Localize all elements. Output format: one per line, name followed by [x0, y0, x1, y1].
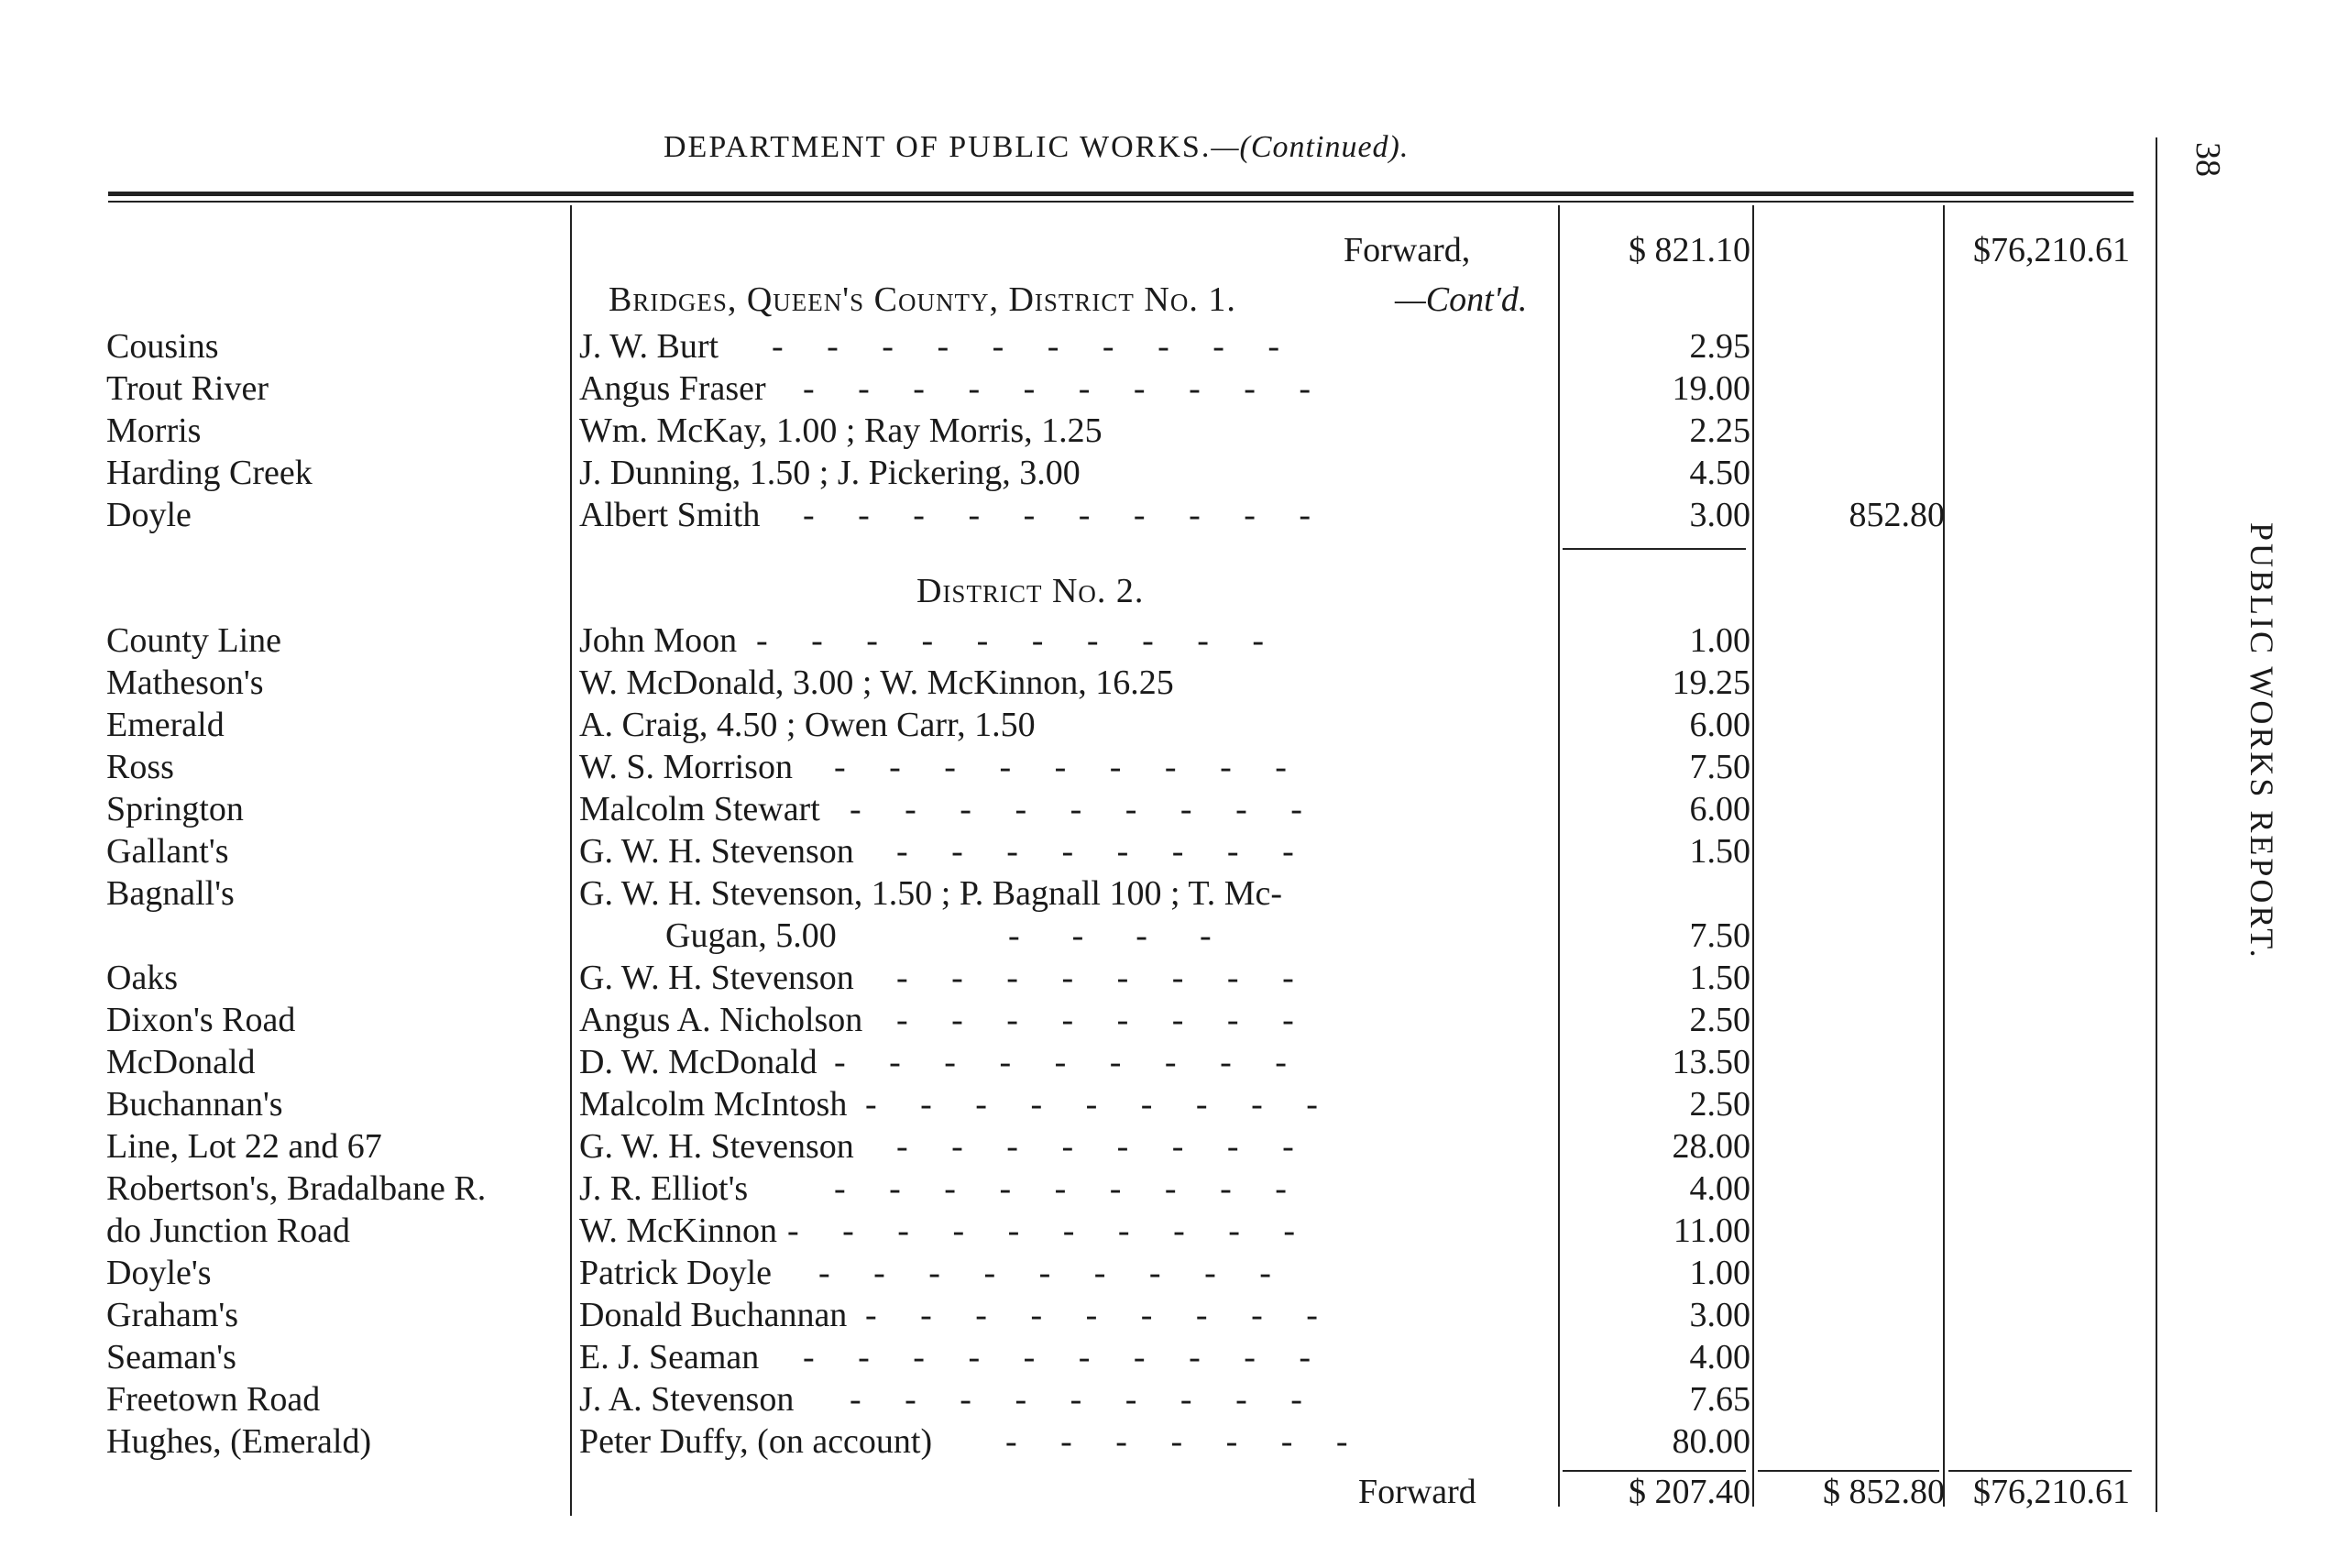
header-title: DEPARTMENT OF PUBLIC WORKS. [664, 130, 1212, 164]
bridge-name: Dixon's Road [106, 1001, 296, 1039]
header-rule-thick [108, 192, 2134, 196]
leader-dashes: - - - - - - - - - [850, 1380, 1302, 1419]
payee: Albert Smith [579, 496, 761, 534]
bridge-name: Buchannan's [106, 1085, 283, 1124]
section1-heading [0, 279, 2348, 321]
forward-top-label: Forward, [1344, 231, 1471, 269]
payee: Patrick Doyle [579, 1254, 773, 1292]
table-row [0, 367, 2348, 410]
forward-top-col3: $76,210.61 [1973, 231, 2130, 269]
table-row [0, 704, 2348, 746]
amount: 1.50 [1689, 959, 1750, 997]
page-header [664, 130, 1409, 165]
payee: Gugan, 5.00 [665, 916, 837, 955]
payee: W. McKinnon [579, 1212, 778, 1250]
forward-top-row [0, 229, 2348, 271]
leader-dashes: - - - - - - - - - - [756, 621, 1265, 660]
bridge-name: Bagnall's [106, 874, 235, 913]
amount: 80.00 [1672, 1422, 1750, 1461]
payee: W. S. Morrison [579, 748, 793, 786]
leader-dashes: - - - - - - - - - [834, 1169, 1287, 1208]
forward-bottom-col2: $ 852.80 [1823, 1473, 1945, 1511]
table-row [0, 452, 2348, 494]
amount: 4.50 [1689, 454, 1750, 492]
amount: 11.00 [1673, 1212, 1750, 1250]
table-row [0, 1168, 2348, 1210]
bridge-name: Doyle [106, 496, 192, 534]
leader-dashes: - - - - - - - [1005, 1422, 1348, 1461]
payee: G. W. H. Stevenson [579, 959, 854, 997]
bridge-name: Oaks [106, 959, 179, 997]
leader-dashes: - - - - - - - - [896, 1127, 1294, 1166]
leader-dashes: - - - - - - - - - - [803, 369, 1311, 408]
amount: 2.50 [1689, 1001, 1750, 1039]
leader-dashes: - - - - - - - - - - [803, 1338, 1311, 1376]
table-row [0, 1041, 2348, 1083]
amount: 13.50 [1672, 1043, 1750, 1081]
leader-dashes: - - - - - - - - - - [772, 327, 1280, 366]
amount: 7.50 [1689, 916, 1750, 955]
leader-dashes: - - - - - - - - [896, 959, 1294, 997]
payee: E. J. Seaman [579, 1338, 760, 1376]
payee: Donald Buchannan [579, 1296, 848, 1334]
subtotal-rule-1 [1563, 548, 1746, 550]
forward-bottom-col3: $76,210.61 [1973, 1473, 2130, 1511]
section1-heading-text: Bridges, Queen's County, District No. 1. [609, 280, 1236, 319]
payee: G. W. H. Stevenson [579, 832, 854, 871]
leader-dashes: - - - - - - - - - [850, 790, 1302, 828]
payee: J. A. Stevenson [579, 1380, 795, 1419]
amount: 4.00 [1689, 1338, 1750, 1376]
bridge-name: Freetown Road [106, 1380, 321, 1419]
payee: G. W. H. Stevenson [579, 1127, 854, 1166]
amount: 4.00 [1689, 1169, 1750, 1208]
leader-dashes: - - - - - - - - - [834, 1043, 1287, 1081]
leader-dashes: - - - - - - - - - [834, 748, 1287, 786]
forward-bottom-row [0, 1471, 2348, 1513]
table-row [0, 746, 2348, 788]
table-row [0, 662, 2348, 704]
table-row [0, 494, 2348, 536]
header-rule-thin [108, 201, 2134, 203]
table-row [0, 788, 2348, 830]
leader-dashes: - - - - - - - - - [818, 1254, 1271, 1292]
leader-dashes: - - - - - - - - [896, 1001, 1294, 1039]
subtotal: 852.80 [1849, 496, 1945, 534]
amount: 7.65 [1689, 1380, 1750, 1419]
amount: 19.00 [1672, 369, 1750, 408]
bridge-name: Graham's [106, 1296, 239, 1334]
table-row [0, 957, 2348, 999]
table-row [0, 1420, 2348, 1463]
payee: A. Craig, 4.50 ; Owen Carr, 1.50 [579, 706, 1036, 744]
bridge-name: Gallant's [106, 832, 229, 871]
amount: 1.00 [1689, 1254, 1750, 1292]
payee: Angus Fraser [579, 369, 766, 408]
payee: D. W. McDonald [579, 1043, 817, 1081]
payee: J. W. Burt [579, 327, 719, 366]
forward-top-col1: $ 821.10 [1629, 231, 1750, 269]
bridge-name: Matheson's [106, 663, 264, 702]
table-row [0, 872, 2348, 915]
payee: J. Dunning, 1.50 ; J. Pickering, 3.00 [579, 454, 1081, 492]
section2-heading [0, 570, 2348, 612]
bridge-name: Ross [106, 748, 174, 786]
running-head-text: PUBLIC WORKS REPORT. [2244, 522, 2280, 960]
leader-dashes: - - - - - - - - [896, 832, 1294, 871]
bridge-name: Hughes, (Emerald) [106, 1422, 372, 1461]
bridge-name: Robertson's, Bradalbane R. [106, 1169, 487, 1208]
table-row [0, 999, 2348, 1041]
table-row [0, 1336, 2348, 1378]
table-row [0, 620, 2348, 662]
amount: 7.50 [1689, 748, 1750, 786]
bridge-name: Cousins [106, 327, 219, 366]
bridge-name: Line, Lot 22 and 67 [106, 1127, 382, 1166]
bridge-name: County Line [106, 621, 282, 660]
bridge-name: Harding Creek [106, 454, 313, 492]
amount: 28.00 [1672, 1127, 1750, 1166]
amount: 6.00 [1689, 706, 1750, 744]
table-row [0, 410, 2348, 452]
page-number: 38 [2189, 142, 2227, 177]
table-row [0, 1125, 2348, 1168]
amount: 1.00 [1689, 621, 1750, 660]
amount: 6.00 [1689, 790, 1750, 828]
leader-dashes: - - - - - - - - - - [803, 496, 1311, 534]
section1-heading-cont: —Cont'd. [1395, 280, 1528, 319]
forward-bottom-label: Forward [1358, 1473, 1476, 1511]
section2-heading-text: District No. 2. [916, 572, 1145, 610]
amount: 1.50 [1689, 832, 1750, 871]
payee: Malcolm Stewart [579, 790, 820, 828]
payee: W. McDonald, 3.00 ; W. McKinnon, 16.25 [579, 663, 1174, 702]
bridge-name: McDonald [106, 1043, 256, 1081]
table-row [0, 1378, 2348, 1420]
table-row [0, 830, 2348, 872]
leader-dashes: - - - - - - - - - [865, 1085, 1318, 1124]
table-row [0, 1294, 2348, 1336]
amount: 2.50 [1689, 1085, 1750, 1124]
payee: Malcolm McIntosh [579, 1085, 848, 1124]
payee: Wm. McKay, 1.00 ; Ray Morris, 1.25 [579, 411, 1103, 450]
payee: Angus A. Nicholson [579, 1001, 863, 1039]
forward-bottom-col1: $ 207.40 [1629, 1473, 1750, 1511]
bridge-name: Morris [106, 411, 202, 450]
leader-dashes: - - - - [1008, 916, 1212, 955]
amount: 3.00 [1689, 496, 1750, 534]
amount: 3.00 [1689, 1296, 1750, 1334]
table-row [0, 915, 2348, 957]
leader-dashes: - - - - - - - - - - [787, 1212, 1296, 1250]
bridge-name: do Junction Road [106, 1212, 350, 1250]
amount: 2.25 [1689, 411, 1750, 450]
table-row [0, 1083, 2348, 1125]
bridge-name: Doyle's [106, 1254, 212, 1292]
payee: G. W. H. Stevenson, 1.50 ; P. Bagnall 100 ; T. Mc- [579, 874, 1283, 913]
bridge-name: Springton [106, 790, 244, 828]
payee: J. R. Elliot's [579, 1169, 749, 1208]
bridge-name: Emerald [106, 706, 225, 744]
bridge-name: Trout River [106, 369, 269, 408]
amount: 19.25 [1672, 663, 1750, 702]
payee: Peter Duffy, (on account) [579, 1422, 933, 1461]
table-row [0, 1210, 2348, 1252]
payee: John Moon [579, 621, 738, 660]
table-row [0, 1252, 2348, 1294]
amount: 2.95 [1689, 327, 1750, 366]
header-continued: —(Continued). [1211, 130, 1410, 164]
bridge-name: Seaman's [106, 1338, 236, 1376]
table-row [0, 325, 2348, 367]
leader-dashes: - - - - - - - - - [865, 1296, 1318, 1334]
